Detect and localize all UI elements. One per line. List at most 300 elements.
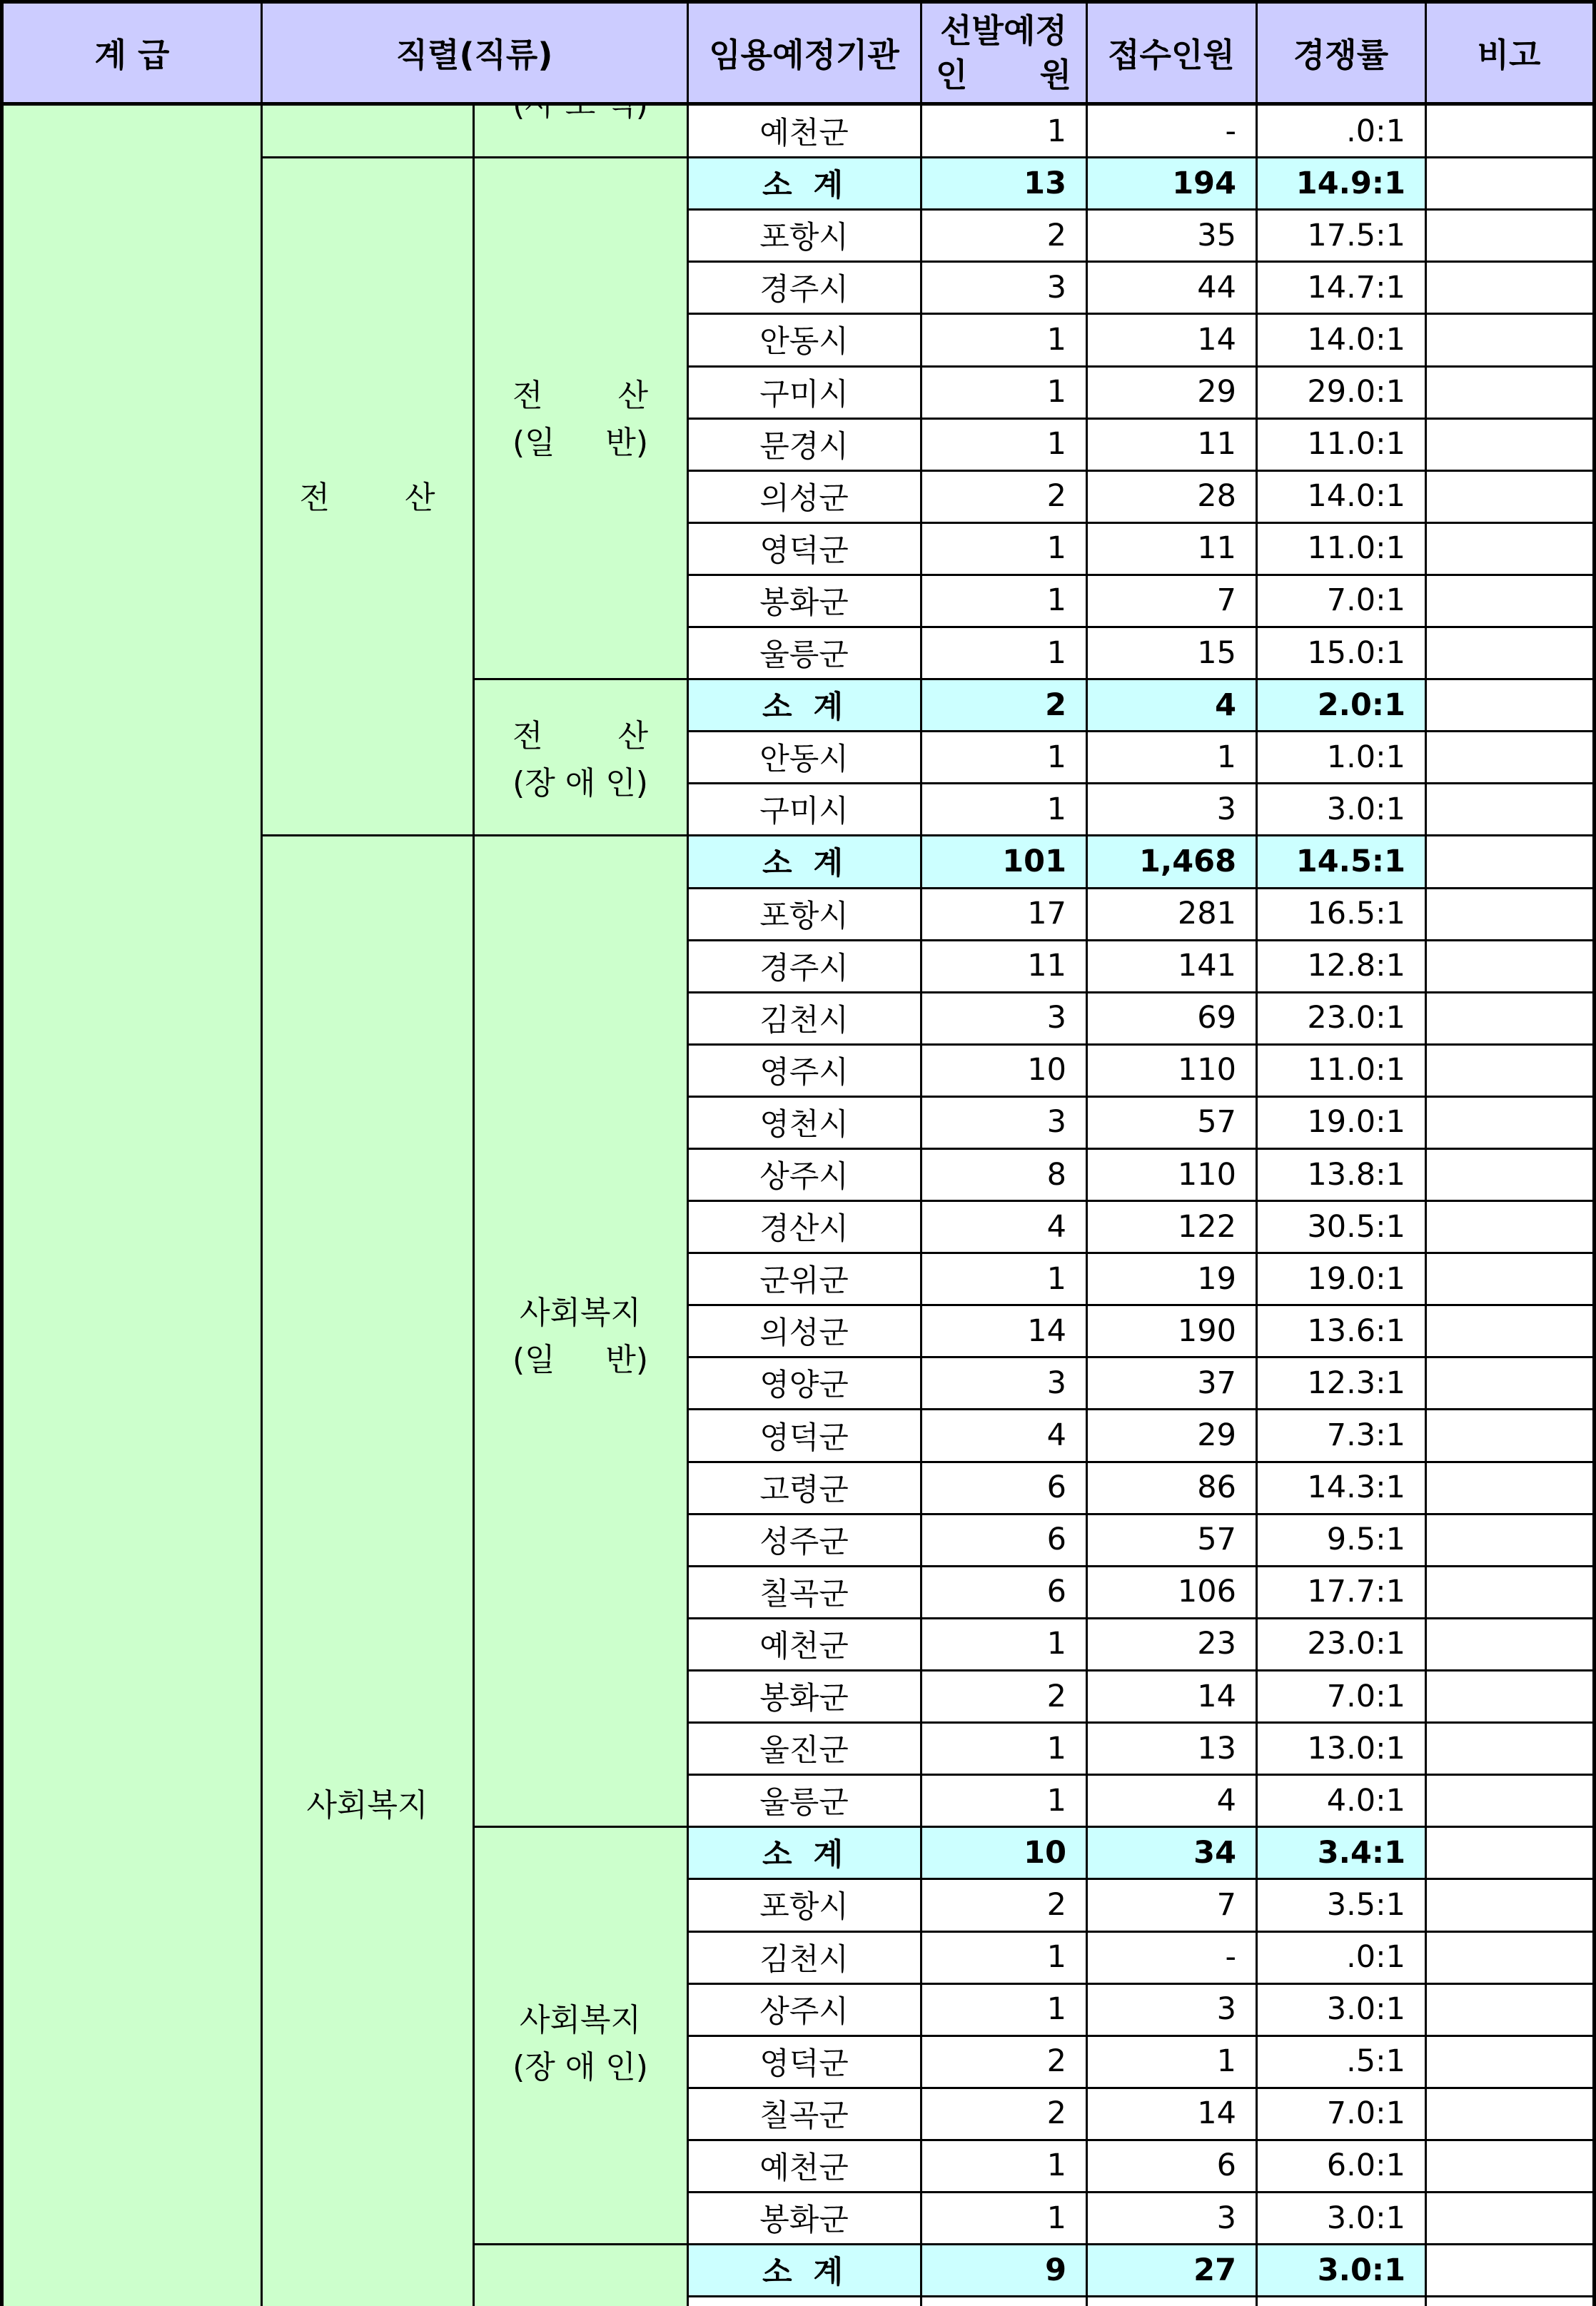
applicants-cell: 14 [1197, 321, 1236, 358]
applicants-cell: 1 [1216, 2043, 1236, 2080]
grid-line [687, 1617, 1596, 1619]
applicants-cell: 27 [1086, 2244, 1256, 2296]
applicants-cell: 4 [1216, 1782, 1236, 1819]
grid-line [473, 1826, 687, 1828]
note-cell [1425, 157, 1592, 209]
note-cell [1425, 1514, 1592, 1566]
planned-cell: 6 [1046, 1470, 1066, 1506]
note-cell [1425, 575, 1592, 627]
grid-line [687, 418, 1596, 420]
agency-cell: 경주시 [759, 950, 849, 986]
grid-line [473, 678, 687, 680]
note-cell [1425, 992, 1592, 1044]
planned-cell: 3 [1046, 1104, 1066, 1141]
applicants-cell: 7 [1216, 1886, 1236, 1923]
grid-line [687, 991, 1596, 993]
ratio-cell: 2.0:1 [1256, 679, 1425, 731]
subgroup-welfare-general-line2 [512, 1337, 648, 1384]
grid-line [687, 522, 1596, 524]
applicants-cell: 6 [1216, 2148, 1236, 2184]
applicants-cell: 34 [1086, 1826, 1256, 1878]
agency-cell: 경산시 [759, 1211, 849, 1248]
grid-line [687, 1721, 1596, 1724]
applicants-cell: 44 [1197, 269, 1236, 305]
planned-cell: 1 [1046, 1626, 1066, 1662]
applicants-cell: 23 [1197, 1626, 1236, 1662]
ratio-cell: 9.5:1 [1326, 1522, 1405, 1558]
applicants-cell: 190 [1177, 1313, 1236, 1349]
note-cell [1425, 1200, 1592, 1253]
agency-cell: 군위군 [759, 1263, 849, 1300]
planned-cell: 2 [1046, 2095, 1066, 2132]
agency-cell: 영주시 [759, 1054, 849, 1091]
header-planned-line1: 선발예정 [940, 11, 1067, 50]
ratio-cell: 11.0:1 [1307, 530, 1405, 567]
grid-line [687, 105, 689, 2306]
agency-cell: 포항시 [759, 1889, 849, 1926]
ratio-cell: 12.3:1 [1307, 1365, 1405, 1401]
note-cell [1425, 1774, 1592, 1826]
ratio-cell: 23.0:1 [1307, 1000, 1405, 1036]
note-cell [1425, 1148, 1592, 1200]
grid-line [687, 1513, 1596, 1515]
note-cell [1425, 366, 1592, 418]
applicants-cell: 7 [1216, 582, 1236, 619]
ratio-cell: 1.0:1 [1326, 739, 1405, 775]
applicants-cell: 57 [1197, 1104, 1236, 1141]
grid-line [687, 887, 1596, 889]
note-cell [1425, 2036, 1592, 2088]
planned-cell: 1 [1046, 321, 1066, 358]
ratio-cell: 3.0:1 [1326, 1991, 1405, 2028]
planned-cell: 4 [1046, 1417, 1066, 1454]
agency-cell: 영양군 [759, 1367, 849, 1404]
agency-cell: 봉화군 [759, 585, 849, 621]
grid-line [687, 678, 1596, 680]
agency-cell: 구미시 [759, 794, 849, 830]
group-jeonsan [261, 157, 473, 839]
planned-cell: 3 [1046, 1000, 1066, 1036]
planned-cell: 1 [1046, 582, 1066, 619]
note-cell [1425, 1096, 1592, 1148]
planned-cell: 2 [1046, 1886, 1066, 1923]
applicants-cell: 28 [1197, 478, 1236, 515]
applicants-cell: 1 [1216, 739, 1236, 775]
ratio-cell: 3.0:1 [1256, 2244, 1425, 2296]
applicants-cell: 106 [1177, 1574, 1236, 1610]
grid-line [687, 2035, 1596, 2037]
planned-cell: 2 [1046, 478, 1066, 515]
note-cell [1425, 209, 1592, 261]
subgroup-jeonsan-disabled-line1 [512, 713, 648, 760]
planned-cell: 2 [1046, 2043, 1066, 2080]
agency-cell: 소 계 [687, 157, 921, 209]
grid-line [1425, 105, 1427, 2306]
grid-line [687, 1356, 1596, 1358]
note-cell [1425, 1305, 1592, 1357]
ratio-cell: .0:1 [1346, 1939, 1405, 1976]
swg-l2b: 반) [605, 1341, 648, 1378]
grid-line [1425, 0, 1427, 105]
ratio-cell: 19.0:1 [1307, 1260, 1405, 1297]
subgroup-jeonsan-disabled-line2: (장 애 인) [512, 765, 648, 801]
applicants-cell: 4 [1086, 679, 1256, 731]
planned-cell: 2 [921, 679, 1086, 731]
planned-cell: 10 [1027, 1052, 1066, 1088]
grid-line [687, 1826, 1596, 1828]
note-cell [1425, 1878, 1592, 1931]
note-cell [1425, 1670, 1592, 1722]
agency-cell: 영덕군 [759, 532, 849, 569]
agency-cell: 예천군 [759, 116, 849, 152]
subgroup-jeonsan-general-line1 [512, 373, 648, 420]
grid-line [687, 1200, 1596, 1202]
agency-cell: 의성군 [759, 1315, 849, 1352]
grid-line [687, 1669, 1596, 1672]
group-jeonsan-part1: 전 [299, 479, 330, 516]
grid-line [687, 574, 1596, 576]
applicants-cell: 35 [1197, 217, 1236, 253]
sjg-l1b: 산 [617, 377, 648, 414]
table-header [0, 0, 1596, 105]
note-cell [1425, 627, 1592, 679]
grid-line [1256, 105, 1258, 2306]
grid-line [1256, 0, 1258, 105]
header-grade: 계 급 [94, 35, 170, 74]
ratio-cell: 15.0:1 [1307, 634, 1405, 671]
agency-cell: 영덕군 [759, 2045, 849, 2082]
planned-cell: 1 [1046, 634, 1066, 671]
agency-cell: 영덕군 [759, 1420, 849, 1456]
sjd-l1b: 산 [617, 718, 648, 754]
group-jeonsan-part2: 산 [404, 479, 435, 516]
planned-cell: 101 [921, 835, 1086, 887]
grid-line [0, 0, 4, 2306]
grid-line [0, 0, 1596, 4]
subgroup-welfare-disabled-line2: (장 애 인) [512, 2049, 648, 2085]
ratio-cell: 19.0:1 [1307, 1104, 1405, 1141]
agency-cell: 성주군 [759, 1524, 849, 1560]
subgroup-jeonsan-disabled [473, 682, 687, 839]
applicants-cell: 110 [1177, 1156, 1236, 1193]
ratio-cell: 23.0:1 [1307, 1626, 1405, 1662]
grid-line [0, 102, 1596, 106]
ratio-cell: .0:1 [1346, 113, 1405, 149]
planned-cell: 1 [1046, 791, 1066, 827]
applicants-cell: 69 [1197, 1000, 1236, 1036]
planned-cell: 1 [1046, 1260, 1066, 1297]
agency-cell: 문경시 [759, 428, 849, 465]
grid-line [687, 208, 1596, 211]
ratio-cell: 11.0:1 [1307, 1052, 1405, 1088]
subgroup-welfare-disabled-line1: 사회복지 [519, 2002, 641, 2038]
note-cell [1425, 1410, 1592, 1462]
planned-cell: 1 [1046, 426, 1066, 462]
agency-cell: 포항시 [759, 898, 849, 934]
ratio-cell: 4.0:1 [1326, 1782, 1405, 1819]
agency-cell: 소 계 [687, 2244, 921, 2296]
agency-cell: 구미시 [759, 376, 849, 413]
agency-cell: 소 계 [687, 835, 921, 887]
ratio-cell: 16.5:1 [1307, 896, 1405, 932]
applicants-cell: 57 [1197, 1522, 1236, 1558]
grid-line [687, 1878, 1596, 1880]
agency-cell: 영천시 [759, 1106, 849, 1143]
note-cell [1425, 888, 1592, 940]
grid-line [687, 2243, 1596, 2245]
planned-cell: 1 [1046, 1730, 1066, 1766]
planned-cell: 3 [1046, 269, 1066, 305]
ratio-cell: 7.0:1 [1326, 2095, 1405, 2132]
grid-line [687, 0, 689, 105]
agency-cell: 상주시 [759, 1159, 849, 1195]
group-welfare: 사회복지 [306, 1787, 428, 1824]
ratio-cell: 17.7:1 [1307, 1574, 1405, 1610]
grid-line [687, 2295, 1596, 2297]
grid-line [687, 1774, 1596, 1776]
sjd-l1a: 전 [512, 718, 543, 754]
planned-cell: 17 [1027, 896, 1066, 932]
ratio-cell: 13.0:1 [1307, 1730, 1405, 1766]
agency-cell: 포항시 [759, 220, 849, 256]
header-planned-line2b: 원 [1039, 55, 1071, 94]
group-jeonsan-label [300, 475, 435, 522]
note-cell [1425, 1983, 1592, 2036]
grid-line [687, 313, 1596, 315]
ratio-cell: .5:1 [1346, 2043, 1405, 2080]
note-cell [1425, 1931, 1592, 1983]
note-cell [1425, 2244, 1592, 2296]
subgroup-jeonsan-general-line2 [512, 420, 648, 467]
applicants-cell: 86 [1197, 1470, 1236, 1506]
agency-cell: 의성군 [759, 480, 849, 517]
header-ratio: 경쟁률 [1293, 35, 1389, 74]
agency-cell: 소 계 [687, 1826, 921, 1878]
sjg-l2b: 반) [605, 424, 648, 461]
ratio-cell: 13.6:1 [1307, 1313, 1405, 1349]
ratio-cell: 14.9:1 [1256, 157, 1425, 209]
planned-cell: 11 [1027, 948, 1066, 984]
grid-line [687, 782, 1596, 784]
planned-cell: 6 [1046, 1574, 1066, 1610]
grid-line [687, 1252, 1596, 1254]
note-cell [1425, 1253, 1592, 1305]
note-cell [1425, 731, 1592, 783]
sjg-l2a: (일 [512, 424, 555, 461]
agency-cell: 봉화군 [759, 2203, 849, 2239]
ratio-cell: 12.8:1 [1307, 948, 1405, 984]
header-note: 비고 [1477, 35, 1541, 74]
grid-line [261, 834, 687, 836]
grid-line [687, 2191, 1596, 2193]
agency-cell: 상주시 [759, 1993, 849, 2030]
applicants-cell: 11 [1197, 530, 1236, 567]
planned-cell: 1 [1046, 1782, 1066, 1819]
note-cell [1425, 2192, 1592, 2244]
grid-line [687, 626, 1596, 628]
agency-cell: 울릉군 [759, 1785, 849, 1821]
grid-line [687, 1461, 1596, 1463]
note-cell [1425, 2140, 1592, 2192]
ratio-cell: 7.0:1 [1326, 582, 1405, 619]
note-cell [1425, 1618, 1592, 1670]
note-cell [1425, 835, 1592, 887]
note-cell [1425, 679, 1592, 731]
grid-line [687, 1983, 1596, 1985]
applicants-cell: 15 [1197, 634, 1236, 671]
applicants-cell: - [1225, 113, 1236, 149]
note-cell [1425, 313, 1592, 365]
applicants-cell: 3 [1216, 1991, 1236, 2028]
agency-cell: 소 계 [687, 679, 921, 731]
planned-cell: 10 [921, 1826, 1086, 1878]
subgroup-welfare-general-line1: 사회복지 [519, 1294, 641, 1331]
agency-cell: 경주시 [759, 272, 849, 308]
agency-cell: 칠곡군 [759, 1576, 849, 1612]
grid-line [920, 105, 922, 2306]
applicants-cell: 37 [1197, 1365, 1236, 1401]
ratio-cell: 17.5:1 [1307, 217, 1405, 253]
planned-cell: 2 [1046, 217, 1066, 253]
agency-cell: 안동시 [759, 742, 849, 778]
planned-cell: 14 [1027, 1313, 1066, 1349]
grid-line [687, 470, 1596, 472]
ratio-cell: 11.0:1 [1307, 426, 1405, 462]
applicants-cell: 281 [1177, 896, 1236, 932]
agency-cell: 고령군 [759, 1472, 849, 1508]
applicants-cell: 11 [1197, 426, 1236, 462]
agency-cell: 김천시 [759, 1941, 849, 1978]
grid-line [687, 2139, 1596, 2141]
grid-line [687, 730, 1596, 732]
grid-line [687, 834, 1596, 836]
ratio-cell: 14.3:1 [1307, 1470, 1405, 1506]
grid-line [687, 1565, 1596, 1567]
note-cell [1425, 940, 1592, 992]
grid-line [687, 1148, 1596, 1150]
applicants-cell: 3 [1216, 2200, 1236, 2236]
planned-cell: 9 [921, 2244, 1086, 2296]
ratio-cell: 3.0:1 [1326, 791, 1405, 827]
planned-cell: 1 [1046, 113, 1066, 149]
grid-line [920, 0, 922, 105]
planned-cell: 6 [1046, 1522, 1066, 1558]
grid-line [473, 2243, 687, 2245]
planned-cell: 1 [1046, 530, 1066, 567]
note-cell [1425, 522, 1592, 575]
note-cell [1425, 1357, 1592, 1409]
agency-cell: 김천시 [759, 1002, 849, 1038]
planned-cell: 1 [1046, 1991, 1066, 2028]
grid-line [687, 1931, 1596, 1933]
header-agency: 임용예정기관 [709, 35, 899, 74]
subgroup-jeonsan-general [473, 157, 687, 682]
ratio-cell: 7.3:1 [1326, 1417, 1405, 1454]
ratio-cell: 3.0:1 [1326, 2200, 1405, 2236]
grid-line [687, 261, 1596, 263]
planned-cell: 1 [1046, 739, 1066, 775]
agency-cell: 칠곡군 [759, 2098, 849, 2134]
note-cell [1425, 1566, 1592, 1618]
ratio-cell: 29.0:1 [1307, 374, 1405, 410]
grid-line [687, 1043, 1596, 1046]
header-applicants: 접수인원 [1108, 35, 1235, 74]
planned-cell: 2 [1046, 1678, 1066, 1714]
ratio-cell: 14.0:1 [1307, 321, 1405, 358]
applicants-cell: 29 [1197, 1417, 1236, 1454]
grid-line [261, 156, 687, 158]
note-cell [1425, 1462, 1592, 1514]
agency-cell: 안동시 [759, 324, 849, 360]
swg-l2a: (일 [512, 1341, 555, 1378]
planned-cell: 1 [1046, 374, 1066, 410]
applicants-cell: 3 [1216, 791, 1236, 827]
applicants-cell: - [1225, 1939, 1236, 1976]
grid-line [687, 1408, 1596, 1410]
agency-cell: 울릉군 [759, 637, 849, 674]
applicants-cell: 141 [1177, 948, 1236, 984]
planned-cell: 1 [1046, 1939, 1066, 1976]
grid-line [687, 365, 1596, 368]
agency-cell: 예천군 [759, 1628, 849, 1664]
sjg-l1a: 전 [512, 377, 543, 414]
agency-cell: 울진군 [759, 1733, 849, 1769]
ratio-cell: 3.4:1 [1256, 1826, 1425, 1878]
grid-line [473, 105, 475, 2306]
header-planned [921, 0, 1086, 105]
grid-line [687, 1304, 1596, 1306]
note-cell [1425, 105, 1592, 157]
ratio-cell: 3.5:1 [1326, 1886, 1405, 1923]
ratio-cell: 14.7:1 [1307, 269, 1405, 305]
planned-cell: 4 [1046, 1208, 1066, 1245]
applicants-cell: 29 [1197, 374, 1236, 410]
grid-line [687, 2087, 1596, 2089]
grid-line [261, 0, 263, 105]
ratio-cell: 13.8:1 [1307, 1156, 1405, 1193]
subgroup-welfare-disabled [473, 1834, 687, 2254]
planned-cell: 1 [1046, 2148, 1066, 2184]
applicants-cell: 110 [1177, 1052, 1236, 1088]
agency-cell: 예천군 [759, 2150, 849, 2186]
grid-line [687, 939, 1596, 941]
planned-cell: 3 [1046, 1365, 1066, 1401]
applicants-cell: 1,468 [1086, 835, 1256, 887]
header-planned-line2 [936, 53, 1071, 97]
applicants-cell: 13 [1197, 1730, 1236, 1766]
grid-line [1592, 0, 1596, 2306]
ratio-cell: 30.5:1 [1307, 1208, 1405, 1245]
subgroup-welfare-general [473, 839, 687, 1834]
planned-cell: 13 [921, 157, 1086, 209]
header-planned-line2a: 인 [936, 55, 968, 94]
applicants-cell: 194 [1086, 157, 1256, 209]
planned-cell: 1 [1046, 2200, 1066, 2236]
note-cell [1425, 1044, 1592, 1096]
ratio-cell: 6.0:1 [1326, 2148, 1405, 2184]
applicants-cell: 19 [1197, 1260, 1236, 1297]
note-cell [1425, 1826, 1592, 1878]
note-cell [1425, 261, 1592, 313]
grid-line [1086, 105, 1088, 2306]
grid-line [261, 105, 263, 2306]
planned-cell: 8 [1046, 1156, 1066, 1193]
header-series: 직렬(직류) [395, 35, 553, 74]
grid-line [1086, 0, 1088, 105]
applicants-cell: 122 [1177, 1208, 1236, 1245]
applicants-cell: 14 [1197, 1678, 1236, 1714]
agency-cell: 봉화군 [759, 1681, 849, 1717]
